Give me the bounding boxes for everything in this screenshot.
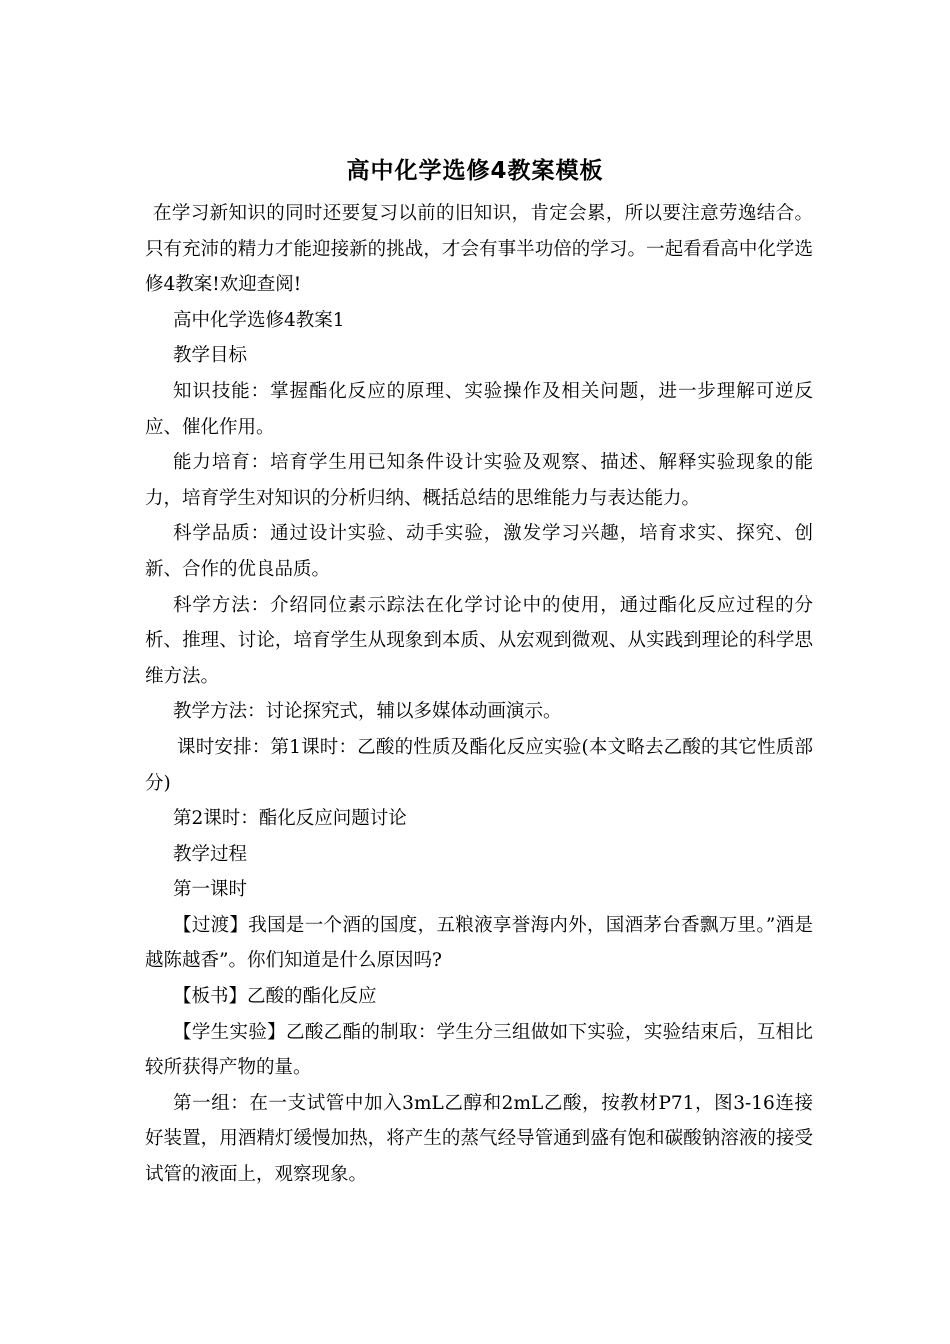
document-title: 高中化学选修4教案模板 [346,158,604,184]
paragraph-schedule: 课时安排：第1课时：乙酸的性质及酯化反应实验(本文略去乙酸的其它性质部分) [145,736,813,794]
paragraph-knowledge-skills: 知识技能：掌握酯化反应的原理、实验操作及相关问题，进一步理解可逆反应、催化作用。 [145,380,813,438]
paragraph-blackboard: 【板书】乙酸的酯化反应 [173,986,377,1008]
paragraph-teaching-method: 教学方法：讨论探究式，辅以多媒体动画演示。 [173,701,562,723]
lesson-heading: 高中化学选修4教案1 [173,309,345,331]
paragraph-scientific-quality: 科学品质：通过设计实验、动手实验，激发学习兴趣，培育求实、探究、创新、合作的优良品质。 [145,523,813,580]
intro-paragraph: 在学习新知识的同时还要复习以前的旧知识，肯定会累，所以要注意劳逸结合。只有充沛的精力才能迎接新的挑战，才会有事半功倍的学习。一起看看高中化学选修4教案!欢迎查阅! [145,203,813,296]
section-heading-first-lesson: 第一课时 [173,879,248,901]
section-heading-objectives: 教学目标 [173,345,248,367]
paragraph-group-one: 第一组：在一支试管中加入3mL乙醇和2mL乙酸，按教材P71，图3-16连接好装置，用酒精灯缓慢加热，将产生的蒸气经导管通到盛有饱和碳酸钠溶液的接受试管的液面上，观察现象。 [145,1092,813,1186]
paragraph-student-experiment: 【学生实验】乙酸乙酯的制取：学生分三组做如下实验，实验结束后，互相比较所获得产物的量。 [145,1021,813,1079]
document-body [145,196,813,1193]
section-heading-process: 教学过程 [173,843,248,865]
paragraph-ability: 能力培育：培育学生用已知条件设计实验及观察、描述、解释实验现象的能力，培育学生对知识的分析归纳、概括总结的思维能力与表达能力。 [145,452,813,509]
paragraph-second-lesson: 第2课时：酯化反应问题讨论 [173,808,407,830]
paragraph-scientific-method: 科学方法：介绍同位素示踪法在化学讨论中的使用，通过酯化反应过程的分析、推理、讨论，培育学生从现象到本质、从宏观到微观、从实践到理论的科学思维方法。 [145,594,813,687]
paragraph-transition: 【过渡】我国是一个酒的国度，五粮液享誉海内外，国酒茅台香飘万里。”酒是越陈越香”。你们知道是什么原因吗? [145,914,813,972]
